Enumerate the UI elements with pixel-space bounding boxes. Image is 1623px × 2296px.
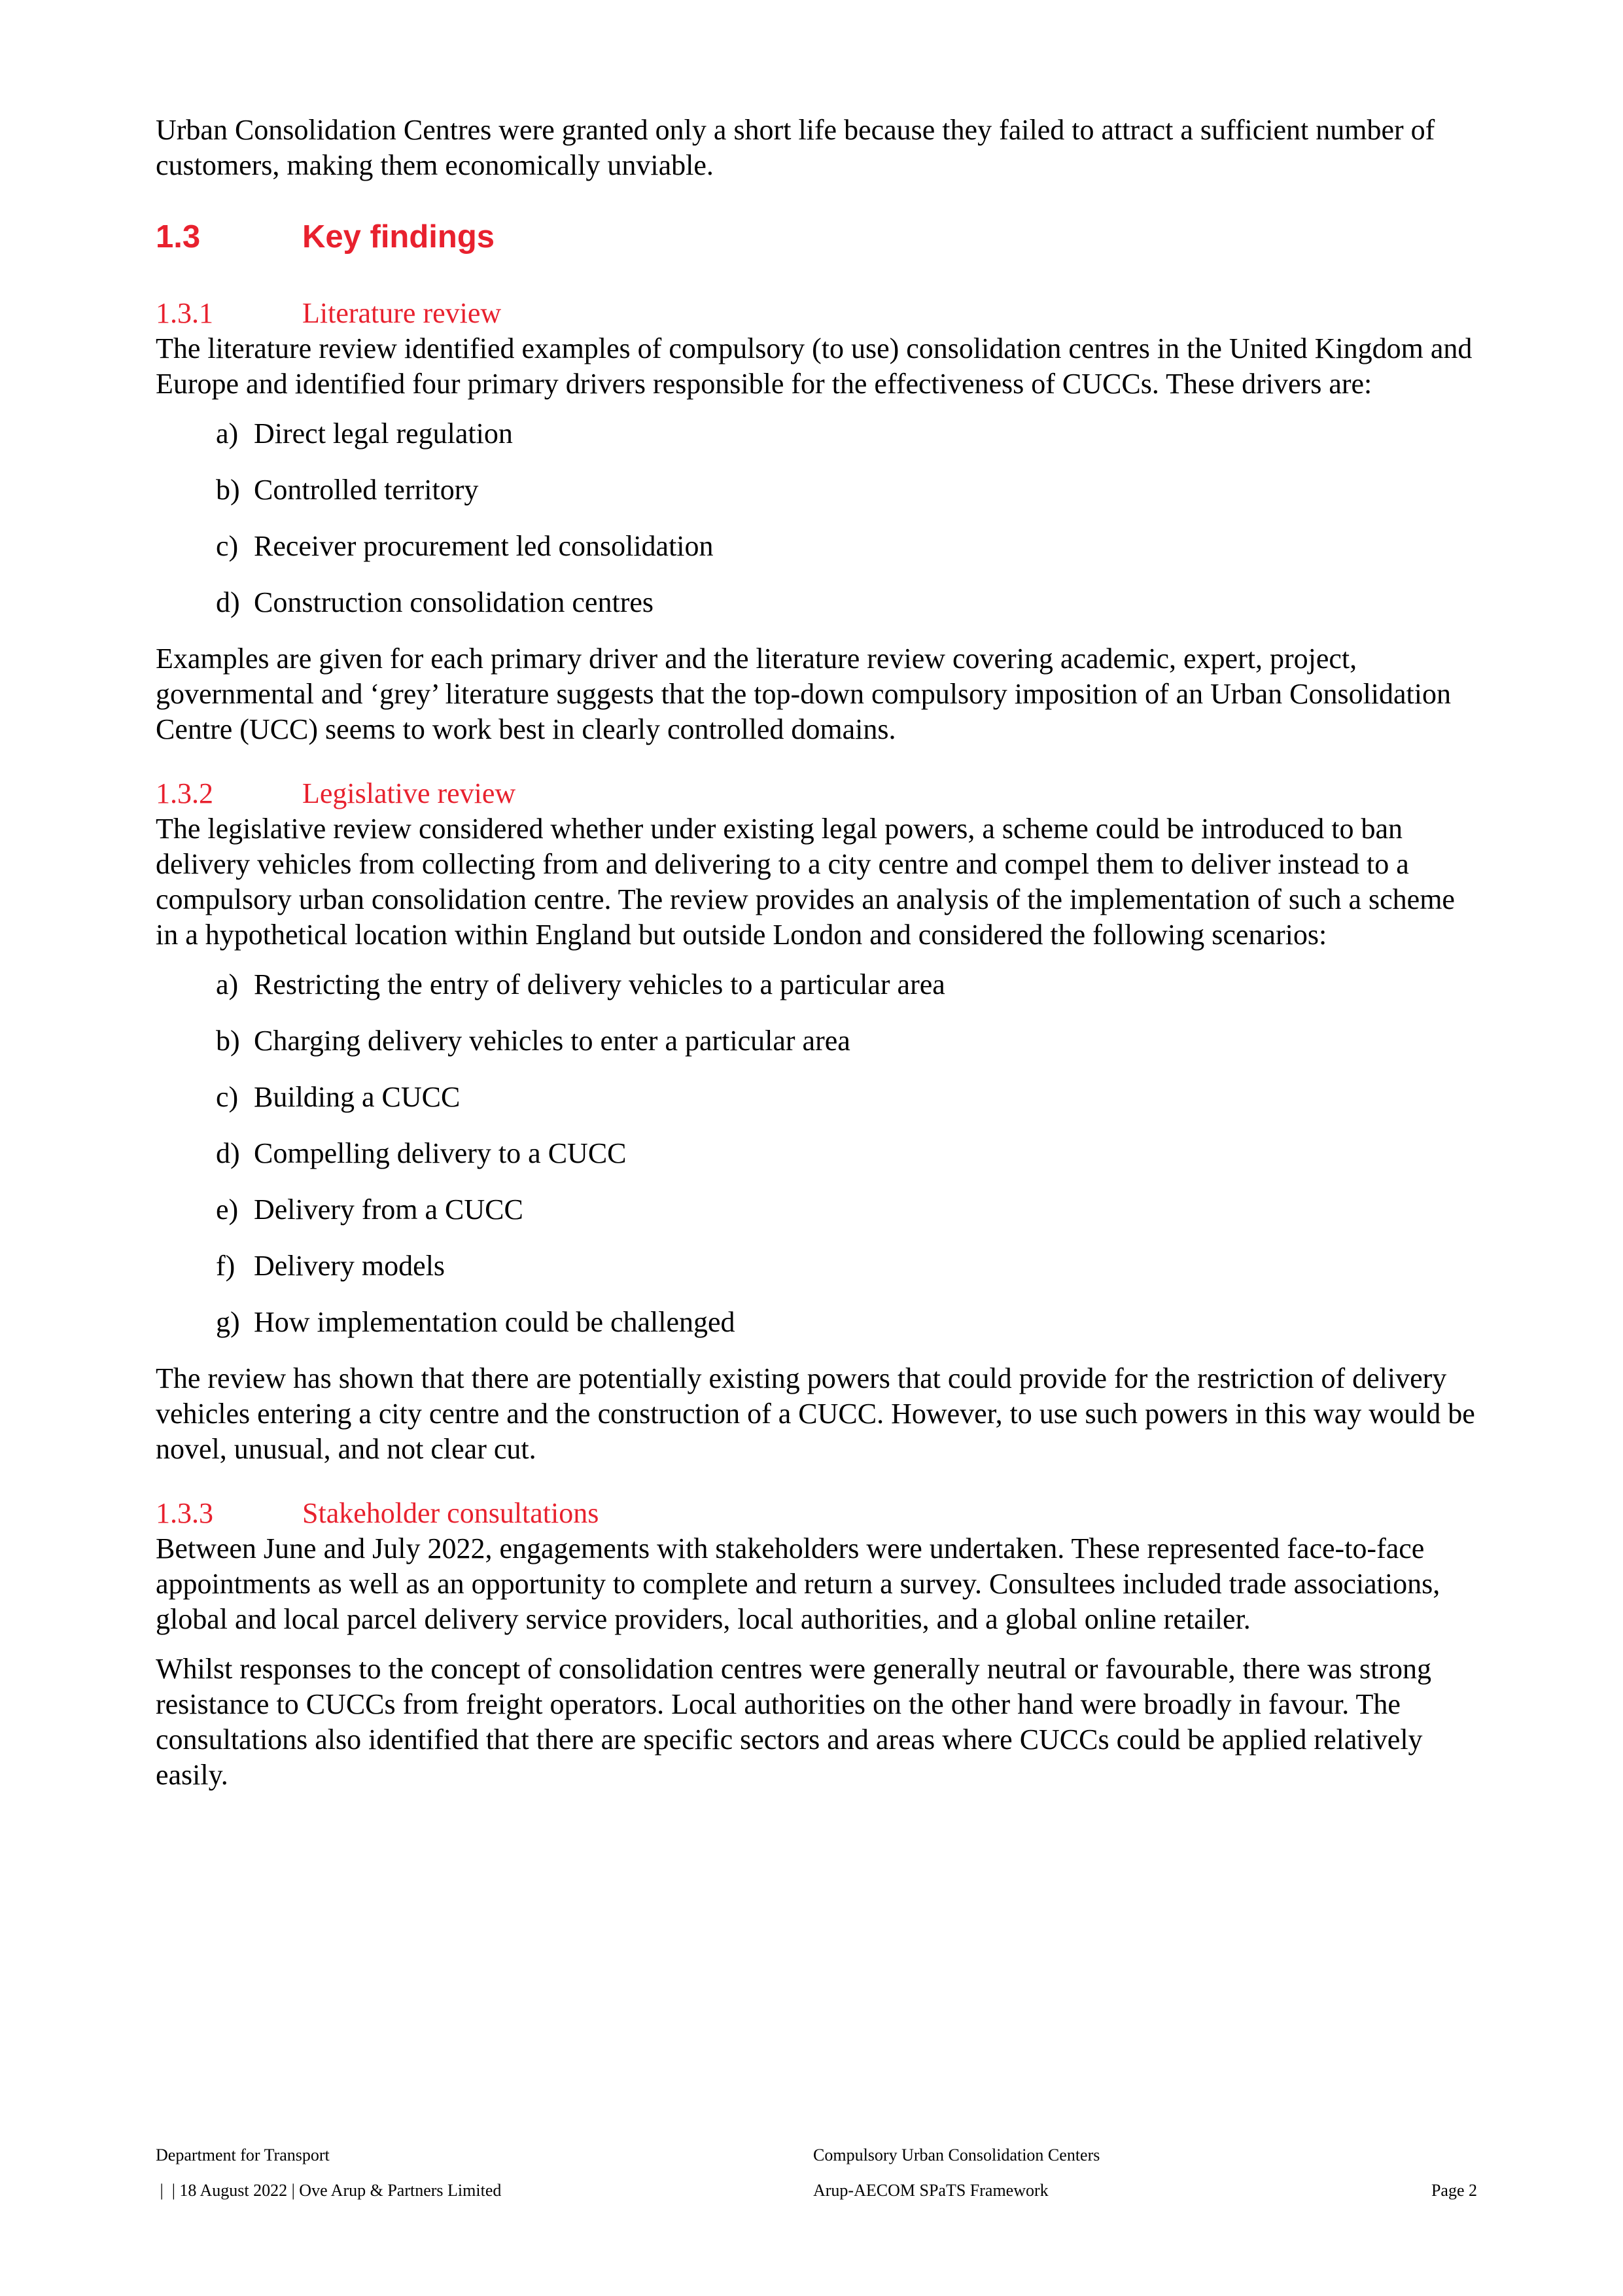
list-item-text: Restricting the entry of delivery vehicles to a particular area <box>254 968 945 1000</box>
literature-review-paragraph: The literature review identified examples of compulsory (to use) consolidation centres in the United Kingdom and Europe and identified four primary drivers responsible for the effectiveness of CUCCs. These drivers are: <box>156 332 1473 400</box>
list-marker: b) <box>216 1025 240 1057</box>
list-item-text: Controlled territory <box>254 474 479 506</box>
list-item-text: Delivery models <box>254 1250 445 1282</box>
list-marker: a) <box>216 417 239 450</box>
list-item-text: Direct legal regulation <box>254 417 513 450</box>
literature-review-conclusion: Examples are given for each primary driver and the literature review covering academic, expert, project, governmental and ‘grey’ literature suggests that the top-down compulsory imposition of an Urban Consolidation Centre (UCC) seems to work best in clearly controlled domains. <box>156 643 1451 745</box>
list-marker: e) <box>216 1193 239 1226</box>
list-item-text: Charging delivery vehicles to enter a particular area <box>254 1025 850 1057</box>
list-item-text: Compelling delivery to a CUCC <box>254 1137 627 1169</box>
legislative-review-conclusion: The review has shown that there are potentially existing powers that could provide for the restriction of delivery vehicles entering a city centre and the construction of a CUCC. However, to use such powers in this way would be novel, unusual, and not clear cut. <box>156 1362 1475 1465</box>
subsection-number: 1.3.1 <box>156 297 213 329</box>
subsection-heading-stakeholder-consultations <box>156 1496 1477 1531</box>
subsection-title: Legislative review <box>302 777 516 809</box>
subsection-number: 1.3.2 <box>156 777 213 809</box>
section-title: Key findings <box>302 219 495 255</box>
subsection-title: Literature review <box>302 297 502 329</box>
list-item <box>156 529 1477 564</box>
list-item-text: Receiver procurement led consolidation <box>254 530 714 562</box>
list-item <box>156 1192 1477 1227</box>
scenarios-list <box>156 967 1477 1340</box>
section-heading <box>156 217 1477 256</box>
legislative-review-paragraph: The legislative review considered whether under existing legal powers, a scheme could be introduced to ban delivery vehicles from collecting from and delivering to a city centre and compel them to deliver instead to a compulsory urban consolidation centre. The review provides an analysis of the implementation of such a scheme in a hypothetical location within England but outside London and considered the following scenarios: <box>156 813 1455 951</box>
list-item <box>156 585 1477 620</box>
literature-review-block <box>156 296 1477 747</box>
footer-reference: | | 18 August 2022 | Ove Arup & Partners Limited <box>156 2181 502 2200</box>
list-item <box>156 1023 1477 1059</box>
stakeholder-consultations-block <box>156 1496 1477 1793</box>
list-marker: c) <box>216 1081 239 1113</box>
subsection-heading-literature-review <box>156 296 1477 331</box>
list-item <box>156 416 1477 451</box>
subsection-title: Stakeholder consultations <box>302 1497 599 1529</box>
list-item-text: Delivery from a CUCC <box>254 1193 523 1226</box>
stakeholder-paragraph-1: Between June and July 2022, engagements with stakeholders were undertaken. These represented face-to-face appointments as well as an opportunity to complete and return a survey. Consultees included trade associations, global and local parcel delivery service providers, local authorities, and a global online retailer. <box>156 1532 1440 1635</box>
list-marker: c) <box>216 530 239 562</box>
footer-row-2 <box>156 2180 1477 2201</box>
intro-paragraph: Urban Consolidation Centres were granted only a short life because they failed to attract a sufficient number of customers, making them economically unviable. <box>156 114 1435 181</box>
list-item <box>156 1305 1477 1340</box>
footer-document-title: Compulsory Urban Consolidation Centers <box>813 2146 1100 2164</box>
list-marker: d) <box>216 1137 240 1169</box>
list-item-text: How implementation could be challenged <box>254 1306 735 1338</box>
list-item-text: Building a CUCC <box>254 1081 461 1113</box>
list-item <box>156 1248 1477 1284</box>
stakeholder-paragraph-2: Whilst responses to the concept of consolidation centres were generally neutral or favourable, there was strong resistance to CUCCs from freight operators. Local authorities on the other hand were broadly in favour. The consultations also identified that there are specific sectors and areas where CUCCs could be applied relatively easily. <box>156 1653 1431 1791</box>
footer-framework: Arup-AECOM SPaTS Framework <box>813 2181 1049 2200</box>
list-item <box>156 1080 1477 1115</box>
list-marker: g) <box>216 1306 240 1338</box>
list-marker: d) <box>216 586 240 618</box>
list-item <box>156 967 1477 1002</box>
list-marker: b) <box>216 474 240 506</box>
list-marker: a) <box>216 968 239 1000</box>
page-content <box>156 113 1477 1807</box>
section-number: 1.3 <box>156 219 201 255</box>
list-marker: f) <box>216 1250 236 1282</box>
list-item <box>156 1136 1477 1171</box>
footer-client: Department for Transport <box>156 2146 330 2164</box>
footer-row-1 <box>156 2145 1477 2166</box>
footer-page-number: Page 2 <box>1431 2181 1477 2200</box>
subsection-number: 1.3.3 <box>156 1497 213 1529</box>
list-item-text: Construction consolidation centres <box>254 586 654 618</box>
legislative-review-block <box>156 776 1477 1467</box>
list-item <box>156 472 1477 508</box>
subsection-heading-legislative-review <box>156 776 1477 811</box>
drivers-list <box>156 416 1477 620</box>
